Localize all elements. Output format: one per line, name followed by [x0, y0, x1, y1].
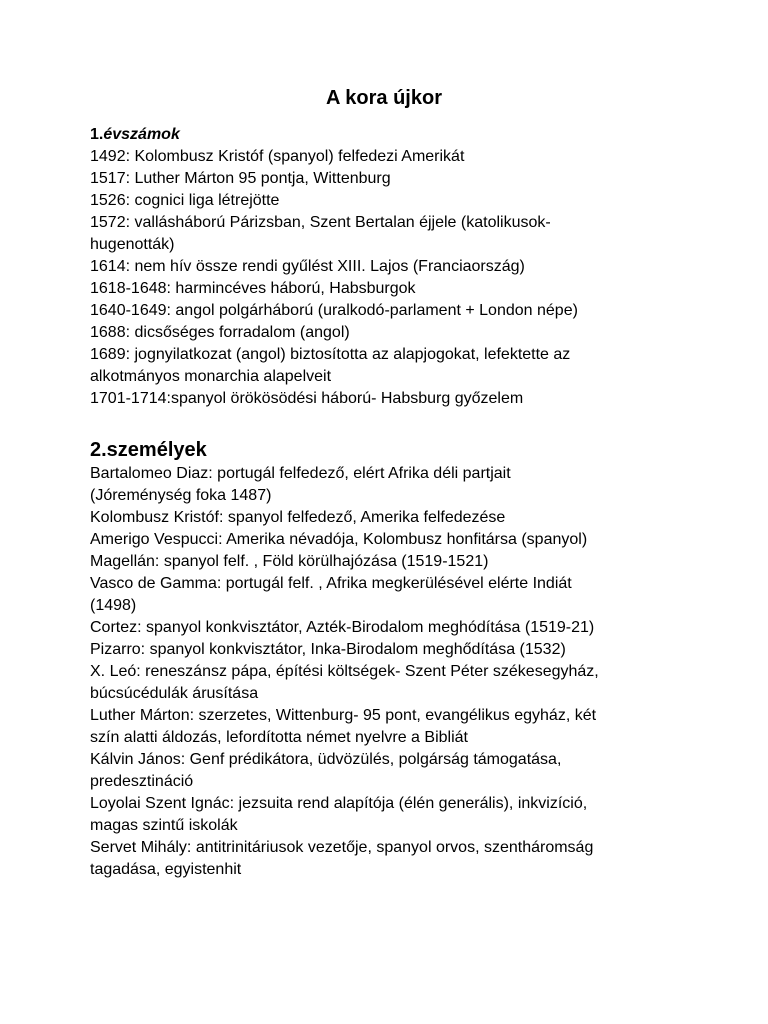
list-item: 1572: vallásháború Párizsban, Szent Bertalan éjjele (katolikusok- [90, 214, 551, 231]
list-item: Vasco de Gamma: portugál felf. , Afrika megkerülésével elérte Indiát [90, 575, 572, 592]
list-item: tagadása, egyistenhit [90, 861, 242, 878]
list-item: Pizarro: spanyol konkvisztátor, Inka-Birodalom meghődítása (1532) [90, 641, 566, 658]
section-dates [90, 124, 680, 410]
list-item: Magellán: spanyol felf. , Föld körülhajózása (1519-1521) [90, 553, 489, 570]
list-item: 1701-1714:spanyol örökösödési háború- Habsburg győzelem [90, 390, 524, 407]
persons-list [90, 463, 680, 881]
section-persons [90, 437, 680, 881]
list-item: Kálvin János: Genf prédikátora, üdvözülés, polgárság támogatása, [90, 751, 562, 768]
list-item: 1526: cognici liga létrejötte [90, 192, 280, 209]
list-item: 1640-1649: angol polgárháború (uralkodó-parlament + London népe) [90, 302, 578, 319]
list-item: (Jóreménység foka 1487) [90, 487, 272, 504]
list-item: X. Leó: reneszánsz pápa, építési költségek- Szent Péter székesegyház, [90, 663, 599, 680]
list-item: hugenották) [90, 236, 175, 253]
list-item: 1614: nem hív össze rendi gyűlést XIII. Lajos (Franciaország) [90, 258, 525, 275]
list-item: 1618-1648: harmincéves háború, Habsburgok [90, 280, 416, 297]
section-heading-dates [90, 124, 680, 146]
list-item: Bartalomeo Diaz: portugál felfedező, elért Afrika déli partjait [90, 465, 511, 482]
section-heading-word: évszámok [103, 126, 180, 143]
list-item: Servet Mihály: antitrinitáriusok vezetője, spanyol orvos, szentháromság [90, 839, 594, 856]
list-item: szín alatti áldozás, lefordította német nyelvre a Bibliát [90, 729, 468, 746]
list-item: Luther Márton: szerzetes, Wittenburg- 95 pont, evangélikus egyház, két [90, 707, 597, 724]
list-item: alkotmányos monarchia alapelveit [90, 368, 332, 385]
list-item: 1689: jognyilatkozat (angol) biztosította az alapjogokat, lefektette az [90, 346, 571, 363]
list-item: 1492: Kolombusz Kristóf (spanyol) felfedezi Amerikát [90, 148, 465, 165]
list-item: búcsúcédulák árusítása [90, 685, 259, 702]
list-item: Cortez: spanyol konkvisztátor, Azték-Birodalom meghódítása (1519-21) [90, 619, 595, 636]
list-item: (1498) [90, 597, 137, 614]
list-item: Loyolai Szent Ignác: jezsuita rend alapítója (élén generális), inkvizíció, [90, 795, 588, 812]
dates-list [90, 146, 680, 410]
list-item: magas szintű iskolák [90, 817, 238, 834]
list-item: 1688: dicsőséges forradalom (angol) [90, 324, 350, 341]
list-item: Amerigo Vespucci: Amerika névadója, Kolombusz honfitársa (spanyol) [90, 531, 588, 548]
list-item: predesztináció [90, 773, 194, 790]
section-heading-persons: 2.személyek [90, 439, 207, 461]
document-title: A kora újkor [326, 87, 442, 109]
list-item: Kolombusz Kristóf: spanyol felfedező, Amerika felfedezése [90, 509, 506, 526]
section-heading-number: 1. [90, 126, 104, 143]
list-item: 1517: Luther Márton 95 pontja, Wittenburg [90, 170, 391, 187]
